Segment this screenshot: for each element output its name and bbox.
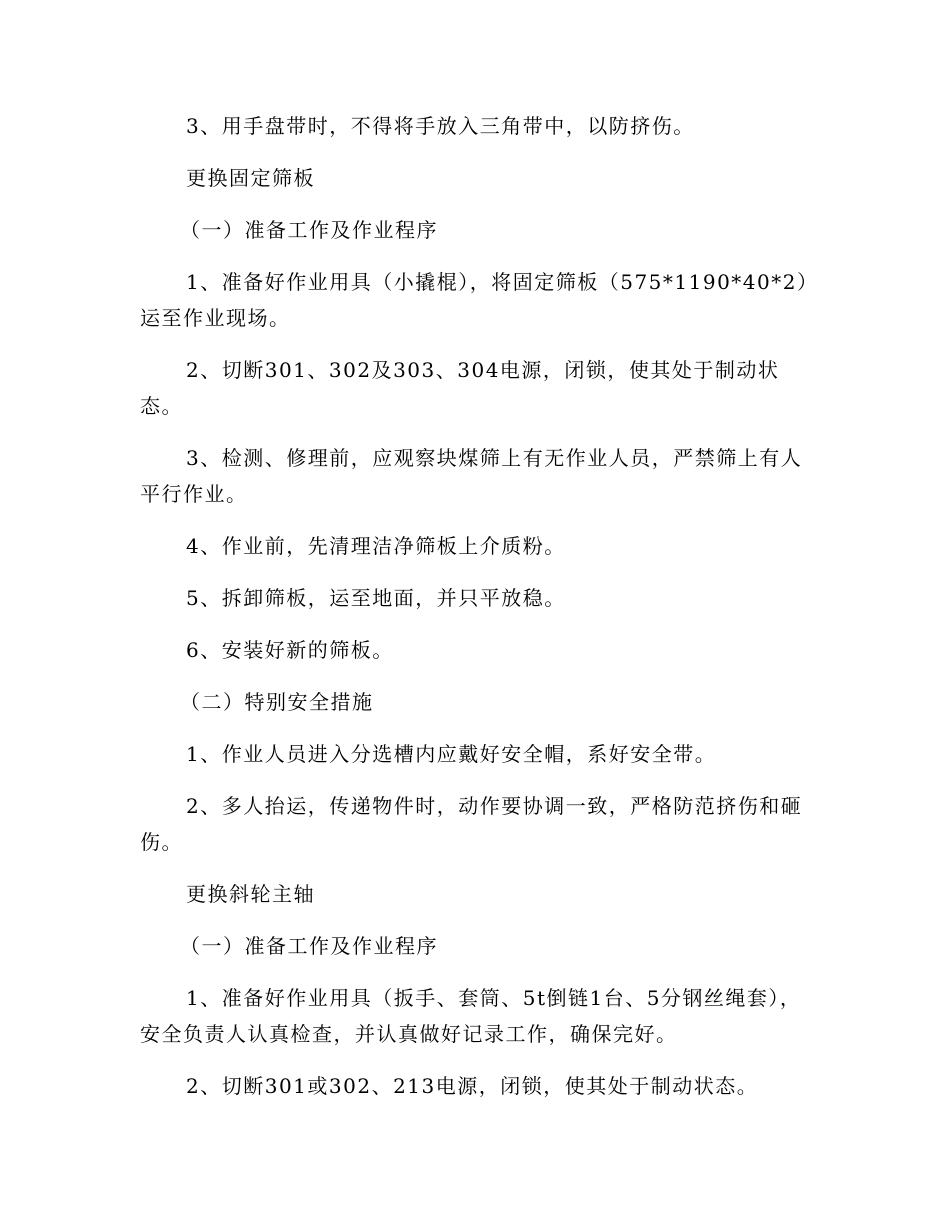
document-body [140,108,810,1120]
paragraph-shaft-step-1-tools: 1、准备好作业用具（扳手、套筒、5t倒链1台、5分钢丝绳套），安全负责人认真检查，并认真做好记录工作，确保完好。 [140,986,802,1046]
paragraph-step-1-tools: 1、准备好作业用具（小撬棍），将固定筛板（575*1190*40*2）运至作业现场。 [140,270,809,330]
paragraph-step-5-remove: 5、拆卸筛板，运至地面，并只平放稳。 [186,586,566,610]
subheading-preparation: （一）准备工作及作业程序 [180,218,438,242]
paragraph-step-3-inspect: 3、检测、修理前，应观察块煤筛上有无作业人员，严禁筛上有人平行作业。 [140,446,803,506]
paragraph-step-4-clean: 4、作业前，先清理洁净筛板上介质粉。 [186,534,566,558]
paragraph-step-3-belt: 3、用手盘带时，不得将手放入三角带中，以防挤伤。 [186,114,695,138]
subheading-preparation-2: （一）准备工作及作业程序 [180,934,438,958]
paragraph-safety-2-carry: 2、多人抬运，传递物件时，动作要协调一致，严格防范挤伤和砸伤。 [140,794,803,854]
section-heading-replace-fixed-screen: 更换固定筛板 [186,166,315,190]
paragraph-safety-1-helmet: 1、作业人员进入分选槽内应戴好安全帽，系好安全带。 [186,742,717,766]
paragraph-step-6-install: 6、安装好新的筛板。 [186,638,394,662]
paragraph-shaft-step-2-power: 2、切断301或302、213电源，闭锁，使其处于制动状态。 [186,1074,759,1098]
section-heading-replace-wheel-shaft: 更换斜轮主轴 [186,882,315,906]
subheading-safety-measures: （二）特别安全措施 [180,690,374,714]
paragraph-step-2-power: 2、切断301、302及303、304电源，闭锁，使其处于制动状态。 [140,358,780,418]
